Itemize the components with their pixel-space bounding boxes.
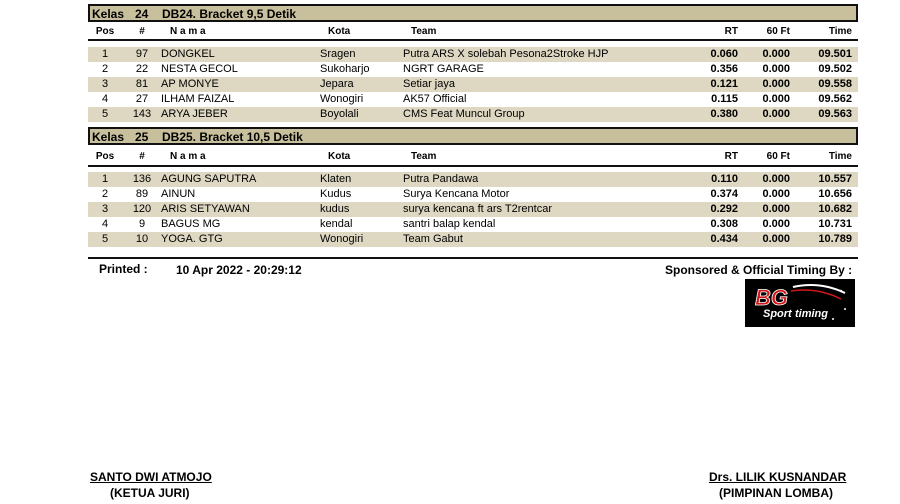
table-row [88,202,858,217]
rider-name-cell: AGUNG SAPUTRA [161,173,257,185]
svg-text:BG: BG [755,285,788,310]
team-cell: NGRT GARAGE [403,63,484,75]
class-header-bar [88,4,858,22]
rt-value-cell: 0.060 [710,48,738,60]
rider-name-cell: ARYA JEBER [161,108,228,120]
rt-value-cell: 0.356 [710,63,738,75]
class-section-db24 [88,4,858,122]
team-cell: Putra Pandawa [403,173,479,185]
team-cell: surya kencana ft ars T2rentcar [403,203,552,215]
sponsor-logo [745,279,855,327]
position-cell: 3 [101,78,109,90]
rt-value-cell: 0.121 [710,78,738,90]
60ft-value-cell: 0.000 [762,188,790,200]
rider-name-cell: ILHAM FAIZAL [161,93,235,105]
60ft-value-cell: 0.000 [762,233,790,245]
city-cell: Boyolali [320,108,359,120]
60ft-value-cell: 0.000 [762,78,790,90]
col-rt: RT [724,151,738,162]
table-row [88,47,858,62]
team-cell: CMS Feat Muncul Group [403,108,525,120]
team-cell: AK57 Official [403,93,467,105]
position-cell: 2 [101,63,109,75]
team-cell: Team Gabut [403,233,463,245]
svg-text:Sport: Sport [763,308,792,320]
col-60ft: 60 Ft [766,151,790,162]
60ft-value-cell: 0.000 [762,108,790,120]
table-row [88,62,858,77]
col-num: # [139,26,145,37]
table-row [88,172,858,187]
time-value-cell: 10.656 [818,188,852,200]
svg-text:timing: timing [795,308,828,320]
time-value-cell: 10.731 [818,218,852,230]
class-header-bar [88,127,858,145]
bg-sporttiming-logo-icon [745,279,855,327]
time-value-cell: 09.502 [818,63,852,75]
col-kota: Kota [328,26,351,37]
60ft-value-cell: 0.000 [762,203,790,215]
rider-name-cell: DONGKEL [161,48,215,60]
signature-left-name: SANTO DWI ATMOJO [90,470,212,484]
rider-name-cell: AP MONYE [161,78,219,90]
number-cell: 81 [135,78,149,90]
signature-left-role: (KETUA JURI) [110,486,190,500]
position-cell: 4 [101,93,109,105]
rt-value-cell: 0.115 [711,93,738,105]
rider-name-cell: AINUN [161,188,196,200]
city-cell: Wonogiri [320,93,364,105]
col-pos: Pos [95,26,115,37]
kelas-number: 25 [135,130,149,144]
kelas-number: 24 [135,7,149,21]
rider-name-cell: BAGUS MG [161,218,221,230]
rider-name-cell: ARIS SETYAWAN [161,203,250,215]
col-kota: Kota [328,151,351,162]
col-team: Team [411,26,437,37]
time-value-cell: 09.558 [818,78,852,90]
col-pos: Pos [95,151,115,162]
rt-value-cell: 0.292 [710,203,738,215]
results-rows [88,47,858,122]
printed-label: Printed : [99,262,148,276]
rider-name-cell: YOGA. GTG [161,233,223,245]
position-cell: 5 [101,108,109,120]
city-cell: Wonogiri [320,233,364,245]
position-cell: 3 [101,203,109,215]
number-cell: 97 [135,48,149,60]
col-team: Team [411,151,437,162]
rt-value-cell: 0.374 [710,188,738,200]
footer-rule [88,257,858,259]
time-value-cell: 09.562 [818,93,852,105]
number-cell: 89 [135,188,149,200]
60ft-value-cell: 0.000 [762,63,790,75]
city-cell: kendal [320,218,353,230]
kelas-label: Kelas [92,130,125,144]
printed-timestamp: 10 Apr 2022 - 20:29:12 [176,263,302,277]
col-time: Time [828,26,852,37]
results-rows [88,172,858,247]
number-cell: 27 [135,93,149,105]
position-cell: 2 [101,188,109,200]
time-value-cell: 10.557 [818,173,852,185]
number-cell: 9 [138,218,146,230]
city-cell: Jepara [320,78,354,90]
col-60ft: 60 Ft [766,26,790,37]
city-cell: Klaten [320,173,352,185]
rt-value-cell: 0.308 [710,218,738,230]
time-value-cell: 09.501 [818,48,852,60]
table-row [88,92,858,107]
class-section-db25 [88,127,858,247]
60ft-value-cell: 0.000 [762,93,790,105]
number-cell: 120 [132,203,152,215]
table-header [88,145,858,167]
60ft-value-cell: 0.000 [762,48,790,60]
number-cell: 22 [135,63,149,75]
kelas-label: Kelas [92,7,125,21]
table-row [88,217,858,232]
team-cell: Setiar jaya [403,78,455,90]
sponsor-label: Sponsored & Official Timing By : [665,263,853,277]
col-time: Time [828,151,852,162]
class-title: DB24. Bracket 9,5 Detik [162,7,297,21]
number-cell: 136 [132,173,152,185]
col-name: N a m a [170,151,206,162]
signature-right-name: Drs. LILIK KUSNANDAR [709,470,847,484]
rider-name-cell: NESTA GECOL [161,63,238,75]
rt-value-cell: 0.380 [710,108,738,120]
col-name: N a m a [170,26,206,37]
table-row [88,77,858,92]
class-title: DB25. Bracket 10,5 Detik [162,130,303,144]
position-cell: 1 [101,173,109,185]
signature-right-role: (PIMPINAN LOMBA) [719,486,833,500]
rt-value-cell: 0.110 [711,173,738,185]
city-cell: Kudus [320,188,352,200]
team-cell: Putra ARS X solebah Pesona2Stroke HJP [403,48,609,60]
team-cell: Surya Kencana Motor [403,188,510,200]
number-cell: 143 [132,108,152,120]
position-cell: 1 [101,48,109,60]
position-cell: 5 [101,233,109,245]
city-cell: Sragen [320,48,356,60]
city-cell: Sukoharjo [320,63,370,75]
table-header [88,22,858,41]
rt-value-cell: 0.434 [710,233,738,245]
position-cell: 4 [101,218,109,230]
table-row [88,107,858,122]
time-value-cell: 10.682 [818,203,852,215]
team-cell: santri balap kendal [403,218,496,230]
number-cell: 10 [135,233,149,245]
col-num: # [139,151,145,162]
table-row [88,232,858,247]
60ft-value-cell: 0.000 [762,218,790,230]
city-cell: kudus [320,203,350,215]
col-rt: RT [724,26,738,37]
table-row [88,187,858,202]
time-value-cell: 10.789 [818,233,852,245]
60ft-value-cell: 0.000 [762,173,790,185]
time-value-cell: 09.563 [818,108,852,120]
